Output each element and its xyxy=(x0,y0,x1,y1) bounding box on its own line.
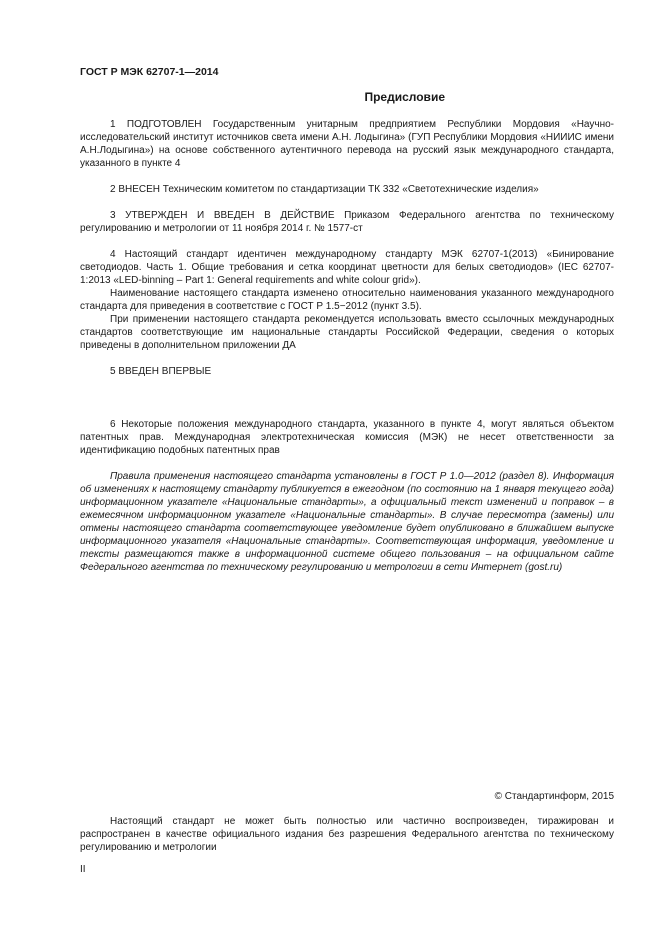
copyright-line: © Стандартинформ, 2015 xyxy=(494,791,614,802)
reproduction-notice xyxy=(80,815,614,854)
section-4-title-change: Наименование настоящего стандарта изменено относительно наименования указанного международного стандарта для приведения в соответствие с ГОСТ Р 1.5−2012 (пункт 3.5). xyxy=(80,288,614,312)
document-code-header: ГОСТ Р МЭК 62707-1—2014 xyxy=(80,66,219,78)
page-title-text: Предисловие xyxy=(364,90,445,104)
page-number: II xyxy=(80,864,86,875)
reproduction-notice-text: Настоящий стандарт не может быть полностью или частично воспроизведен, тиражирован и распространен в качестве официального издания без разрешения Федерального агентства по техническому регулированию и метрологии xyxy=(80,816,614,853)
section-4-references: При применении настоящего стандарта рекомендуется использовать вместо ссылочных международных стандартов соответствующие им национальные стандарты Российской Федерации, сведения о которых приведены в дополнительном приложении ДА xyxy=(80,314,614,351)
section-6-patents: 6 Некоторые положения международного стандарта, указанного в пункте 4, могут являться объектом патентных прав. Международная электротехническая комиссия (МЭК) не несет ответственности за идентификацию подобных патентных прав xyxy=(80,419,614,456)
foreword-body xyxy=(80,118,614,574)
section-4-identical: 4 Настоящий стандарт идентичен международному стандарту МЭК 62707-1(2013) «Бинирование светодиодов. Часть 1. Общие требования и сетка координат цветности для белых светодиодов» (IEC 62707-1:2013 «LED-binning – Part 1: General requirements and white colour grid»). xyxy=(80,249,614,286)
section-5-first-introduced: 5 ВВЕДЕН ВПЕРВЫЕ xyxy=(110,366,212,377)
application-rules-notice: Правила применения настоящего стандарта установлены в ГОСТ Р 1.0—2012 (раздел 8). Информация об изменениях к настоящему стандарту публикуется в ежегодном (по состоянию на 1 января текущего года) информационном указателе «Национальные стандарты», а официальный текст изменений и поправок – в ежемесячном информационном указателе «Национальные стандарты». В случае пересмотра (замены) или отмены настоящего стандарта соответствующее уведомление будет опубликовано в ближайшем выпуске информационного указателя «Национальные стандарты». Соответствующая информация, уведомление и тексты размещаются также в информационной системе общего пользования – на официальном сайте Федерального агентства по техническому регулированию и метрологии в сети Интернет (gost.ru) xyxy=(80,471,614,573)
section-2-submitted: 2 ВНЕСЕН Техническим комитетом по стандартизации ТК 332 «Светотехнические изделия» xyxy=(110,184,539,195)
section-3-approved: 3 УТВЕРЖДЕН И ВВЕДЕН В ДЕЙСТВИЕ Приказом Федерального агентства по техническому регулированию и метрологии от 11 ноября 2014 г. № 1577-ст xyxy=(80,210,614,234)
page-title xyxy=(80,91,614,104)
section-1-prepared: 1 ПОДГОТОВЛЕН Государственным унитарным предприятием Республики Мордовия «Научно-исследовательский институт источников света имени А.Н. Лодыгина» (ГУП Республики Мордовия «НИИИС имени А.Н.Лодыгина») на основе собственного аутентичного перевода на русский язык международного стандарта, указанного в пункте 4 xyxy=(80,119,614,169)
